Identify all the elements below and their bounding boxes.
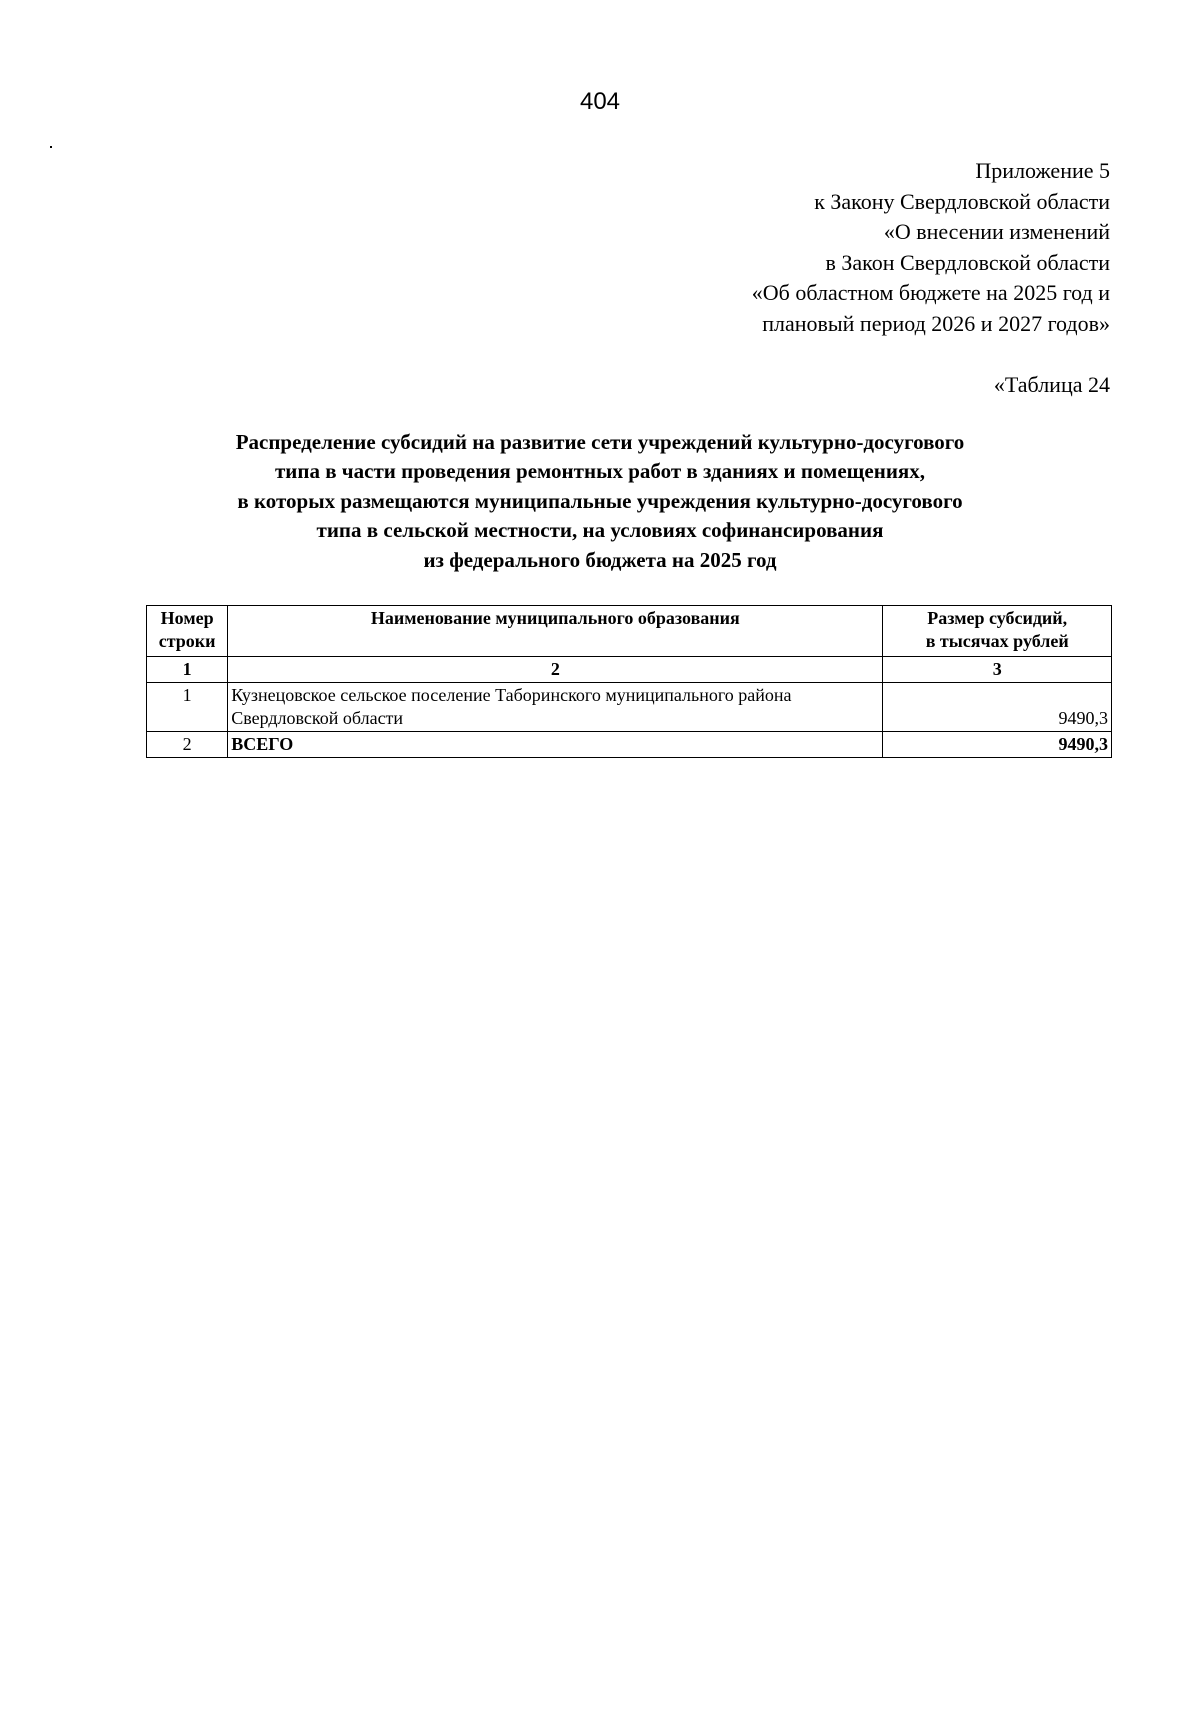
appendix-line: «О внесении изменений bbox=[883, 219, 1110, 244]
appendix-line: плановый период 2026 и 2027 годов» bbox=[762, 310, 1110, 336]
document-title bbox=[100, 428, 1100, 575]
title-line: Распределение субсидий на развитие сети учреждений культурно-досугового bbox=[235, 430, 965, 454]
appendix-line: Приложение 5 bbox=[975, 158, 1110, 183]
header-text: в тысячах рублей bbox=[925, 631, 1069, 651]
appendix-line: в Закон Свердловской области bbox=[825, 249, 1110, 275]
column-number: 2 bbox=[228, 657, 883, 683]
column-number: 3 bbox=[883, 657, 1112, 683]
header-subsidy-amount bbox=[883, 606, 1112, 657]
header-text: Номер bbox=[160, 608, 214, 628]
title-line: типа в части проведения ремонтных работ в зданиях и помещениях, bbox=[274, 459, 926, 484]
row-number: 1 bbox=[147, 683, 228, 732]
column-numbers-row bbox=[147, 657, 1112, 683]
total-label: ВСЕГО bbox=[228, 732, 883, 758]
header-municipality-name bbox=[228, 606, 883, 657]
title-line: типа в сельской местности, на условиях софинансирования bbox=[316, 518, 884, 543]
page-number: 404 bbox=[579, 88, 621, 115]
appendix-line: к Закону Свердловской области bbox=[814, 188, 1110, 214]
appendix-line: «Об областном бюджете на 2025 год и bbox=[751, 280, 1110, 305]
total-row bbox=[147, 732, 1112, 758]
subsidy-amount: 9490,3 bbox=[883, 683, 1112, 732]
title-line: в которых размещаются муниципальные учреждения культурно-досугового bbox=[237, 488, 963, 513]
column-number: 1 bbox=[147, 657, 228, 683]
municipality-name bbox=[228, 683, 883, 732]
row-number: 2 bbox=[147, 732, 228, 758]
municipality-name-line: Кузнецовское сельское поселение Таборинского муниципального района bbox=[231, 685, 792, 705]
table-row bbox=[147, 683, 1112, 732]
header-text: Наименование муниципального образования bbox=[370, 608, 740, 628]
table-header-row bbox=[147, 606, 1112, 657]
total-amount: 9490,3 bbox=[883, 732, 1112, 758]
scan-speck bbox=[50, 146, 52, 148]
title-line: из федерального бюджета на 2025 год bbox=[423, 547, 777, 572]
subsidies-table bbox=[146, 605, 1112, 758]
header-text: строки bbox=[158, 631, 216, 651]
municipality-name-line: Свердловской области bbox=[231, 708, 404, 728]
header-row-number bbox=[147, 606, 228, 657]
header-text: Размер субсидий, bbox=[927, 608, 1068, 628]
table-label: «Таблица 24 bbox=[993, 372, 1110, 397]
appendix-reference bbox=[510, 156, 1110, 339]
